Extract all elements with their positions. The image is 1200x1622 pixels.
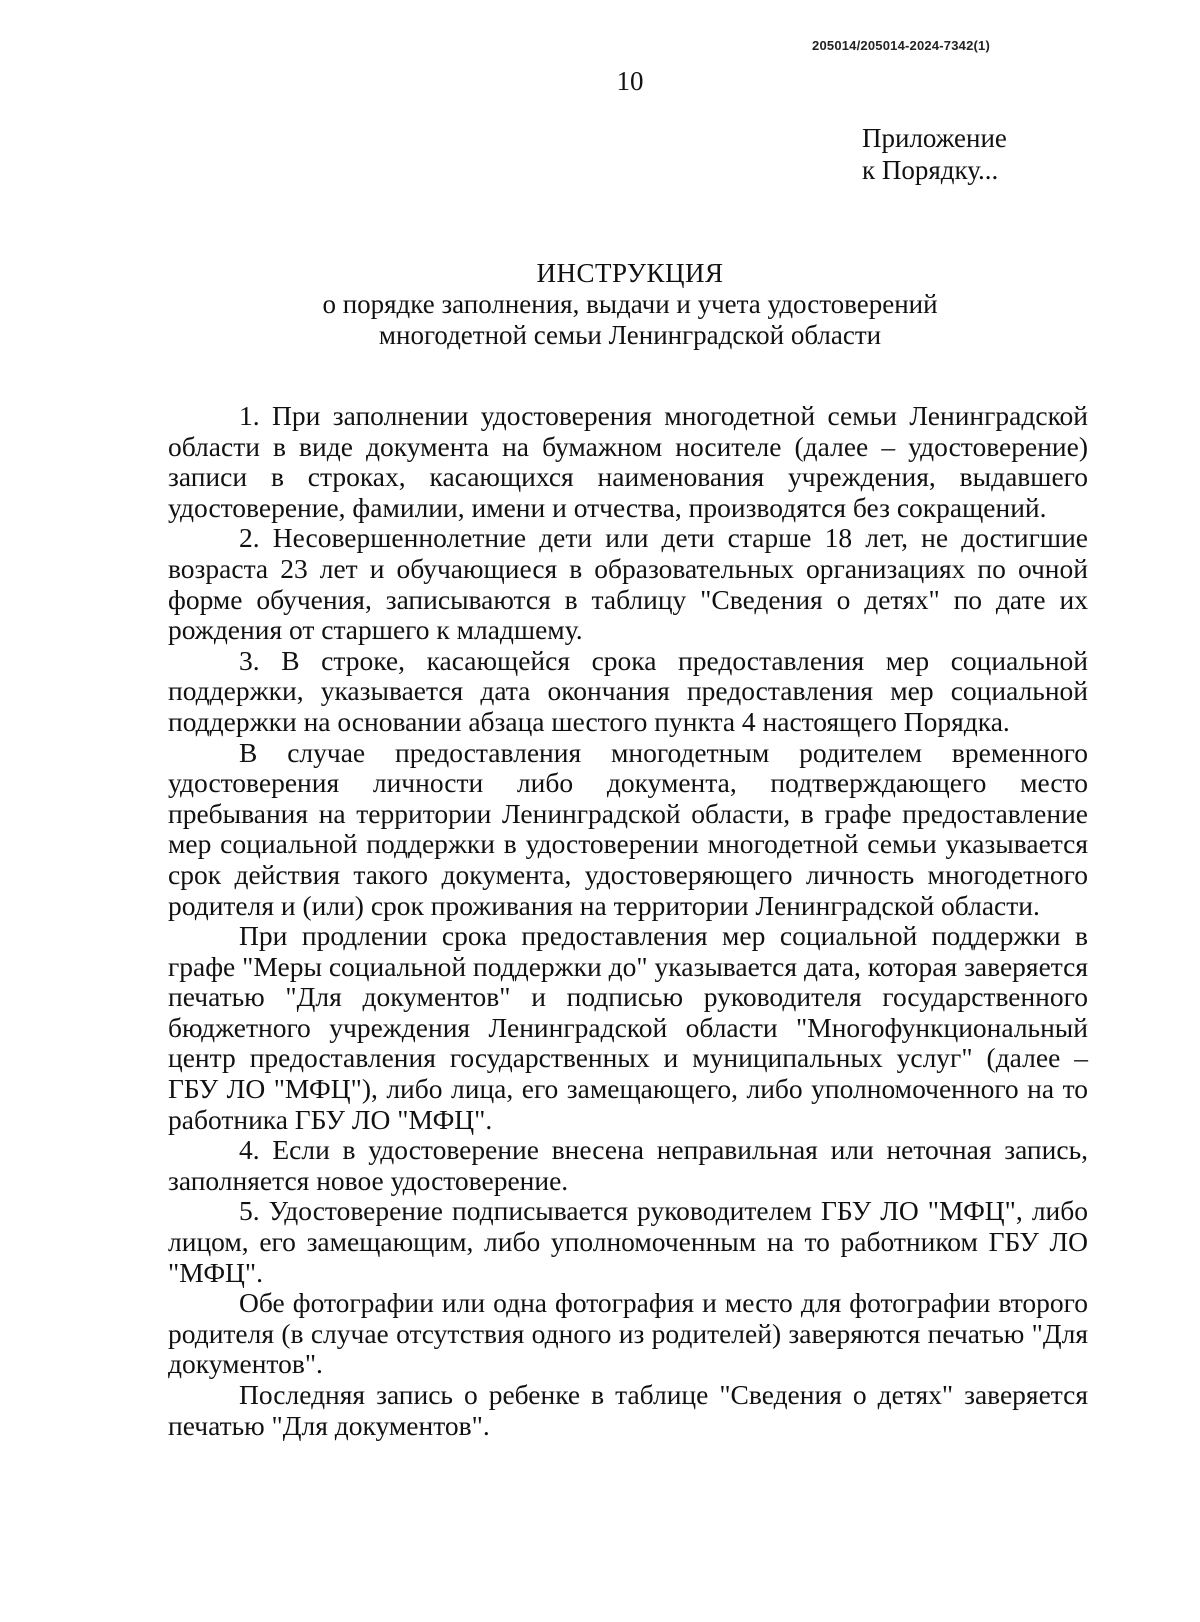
page-number: 10 — [616, 66, 644, 96]
paragraph-3-extension: При продлении срока предоставления мер социальной поддержки в графе "Меры социальной поддержки до" указывается дата, которая заверяется печатью "Для документов" и подписью руководителя государственного бюджетного учреждения Ленинградской области "Многофункциональный центр предоставления государственных и муниципальных услуг" (далее – ГБУ ЛО "МФЦ"), либо лица, его замещающего, либо уполномоченного на то работника ГБУ ЛО "МФЦ". — [168, 920, 1088, 1135]
title-subtitle-line-1: о порядке заполнения, выдачи и учета удостоверений — [322, 289, 938, 319]
document-body — [168, 401, 1088, 1441]
appendix-line-2: к Порядку... — [862, 155, 999, 185]
paragraph-5-last-child-record: Последняя запись о ребенке в таблице "Сведения о детях" заверяется печатью "Для документов". — [168, 1379, 1088, 1441]
paragraph-2: 2. Несовершеннолетние дети или дети старше 18 лет, не достигшие возраста 23 лет и обучающиеся в образовательных организациях по очной форме обучения, записываются в таблицу "Сведения о детях" по дате их рождения от старшего к младшему. — [168, 522, 1088, 646]
paragraph-3-temporary-id: В случае предоставления многодетным родителем временного удостоверения личности либо документа, подтверждающего место пребывания на территории Ленинградской области, в графе предоставление мер социальной поддержки в удостоверении многодетной семьи указывается срок действия такого документа, удостоверяющего личность многодетного родителя и (или) срок проживания на территории Ленинградской области. — [168, 736, 1088, 921]
appendix-note — [862, 122, 1007, 186]
paragraph-3: 3. В строке, касающейся срока предоставления мер социальной поддержки, указывается дата окончания предоставления мер социальной поддержки на основании абзаца шестого пункта 4 настоящего Порядка. — [168, 644, 1088, 737]
paragraph-4: 4. Если в удостоверение внесена неправильная или неточная запись, заполняется новое удостоверение. — [168, 1134, 1088, 1196]
title-main: ИНСТРУКЦИЯ — [536, 258, 724, 288]
document-title — [150, 258, 1110, 351]
appendix-line-1: Приложение — [862, 123, 1007, 153]
title-subtitle-line-2: многодетной семьи Ленинградской области — [378, 320, 882, 350]
paragraph-1: 1. При заполнении удостоверения многодетной семьи Ленинградской области в виде документа на бумажном носителе (далее – удостоверение) записи в строках, касающихся наименования учреждения, выдавшего удостоверение, фамилии, имени и отчества, производятся без сокращений. — [168, 400, 1088, 523]
paragraph-5: 5. Удостоверение подписывается руководителем ГБУ ЛО "МФЦ", либо лицом, его замещающим, либо уполномоченным на то работником ГБУ ЛО "МФЦ". — [168, 1195, 1088, 1288]
document-id: 205014/205014-2024-7342(1) — [812, 38, 990, 53]
paragraph-5-photos: Обе фотографии или одна фотография и место для фотографии второго родителя (в случае отсутствия одного из родителей) заверяются печатью "Для документов". — [168, 1287, 1088, 1380]
